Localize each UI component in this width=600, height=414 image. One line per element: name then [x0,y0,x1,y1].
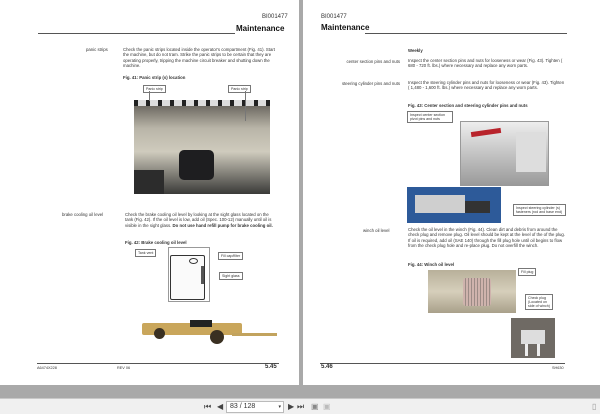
steering-cylinder-text: Inspect the steering cylinder pins and nuts for looseness or wear (Fig. 43). Tighten ( 1,480 - 1,600 ft. lbs.) where necessary and replace any worn parts. [408,80,565,91]
fig44-callout-fill-plug: Fill plug [518,268,536,276]
doc-id: BI001477 [262,14,288,20]
oil-tank-drawing [170,255,205,300]
fig41-callout-right: Panic strip [228,85,251,93]
left-page [0,0,299,385]
section-title: Maintenance [236,24,285,33]
page-number: 5.46 [321,364,333,370]
chevron-down-icon[interactable]: ▾ [278,404,281,410]
section-title: Maintenance [321,23,370,32]
pdf-navigation-toolbar [0,398,600,414]
fit-page-icon[interactable]: ▯ [592,402,597,411]
weekly-heading: Weekly [408,48,423,53]
fig44-winch-photo [428,270,516,313]
brake-cooling-oil-text: Check the brake cooling oil level by looking at the sight glass located on the tank (Fig. 42). If the oil level is low, add oil (Spec. 100-12) manually until oil is visible in the sight glass. [125,212,272,228]
fig42-callout-fill-cap: Fill cap/filter [218,252,243,260]
panic-strips-text: Check the panic strips located inside the operator's compartment (Fig. 41). Start the machine, but do not tram. Strike the panic strips to be certain that they are operating properly, tripping the machine circuit breaker and shutting down the machine. [123,47,275,68]
winch-oil-text: Check the oil level in the winch (Fig. 44). Clean dirt and debris from around the check plug and remove plug. Oil level should be kept at the level of the of the plug. If oil is required, add oil (SAE 140) through the fill plug hole until oil begins to flow from the check plug hole and re-place plug. Do not overfill the winch. [408,227,565,248]
single-page-view-icon[interactable]: ▣ [311,402,319,411]
fig43-callout-steering: Inspect steering cylinder (s) fasteners (rod and base end) [513,204,566,216]
previous-page-icon[interactable]: ◀ [217,402,224,411]
fig41-photo [134,100,270,194]
brake-cooling-oil-label: brake cooling oil level [62,212,104,217]
page-number-input[interactable] [226,401,284,413]
footer-rule [320,363,565,364]
footer-revision: REV 06 [117,366,131,370]
last-page-icon[interactable]: ⏭ [297,402,305,411]
fig42-callout-sight-glass: Sight glass [219,272,243,280]
next-page-icon[interactable]: ▶ [288,402,295,411]
winch-oil-label: winch oil level [363,228,390,233]
header-rule [38,33,235,34]
header-rule [365,33,567,34]
brake-cooling-oil-warning: Do not use hand refill pump for brake cooling oil. [172,222,273,228]
fig42-caption: Fig. 42: Brake cooling oil level [125,240,187,245]
fig43-callout-center: Inspect center section pivot pins and nuts [407,111,453,123]
machine-photo [407,187,501,223]
page-number: 5.45 [265,364,277,370]
two-page-view-icon[interactable]: ▣ [323,402,331,411]
footer-model: SH630 [552,366,564,370]
fig41-caption: Fig. 41: Panic strip (s) location [123,75,186,80]
right-page [303,0,600,385]
fig44-caption: Fig. 44: Winch oil level [408,262,455,267]
panic-strips-label: panic strips [86,47,108,52]
fig44-callout-check-plug: Check plug (Located on side of winch) [525,294,553,310]
center-section-text: Inspect the center section pins and nuts for looseness or wear (Fig. 43). Tighten ( 680 - 720 ft. lbs.) where necessary and replace any worn parts. [408,58,563,69]
footer-doc-code: A6474X228 [37,366,57,370]
loader-photo [142,320,277,350]
footer-rule [37,363,279,364]
center-section-label: center section pins and nuts [346,59,400,64]
fig42-callout-tank-vent: Tank vent [135,249,156,257]
first-page-icon[interactable]: ⏮ [204,402,212,411]
fig43-caption: Fig. 43: Center section and steering cylinder pins and nuts [408,103,528,108]
fig43-photo [460,121,549,186]
page-indicator: 83 / 128 [230,403,256,410]
doc-id: BI001477 [321,14,347,20]
steering-cylinder-label: steering cylinder pins and nuts [341,81,400,86]
fig44-loader-photo [511,318,555,358]
fig41-callout-left: Panic strip [143,85,166,93]
